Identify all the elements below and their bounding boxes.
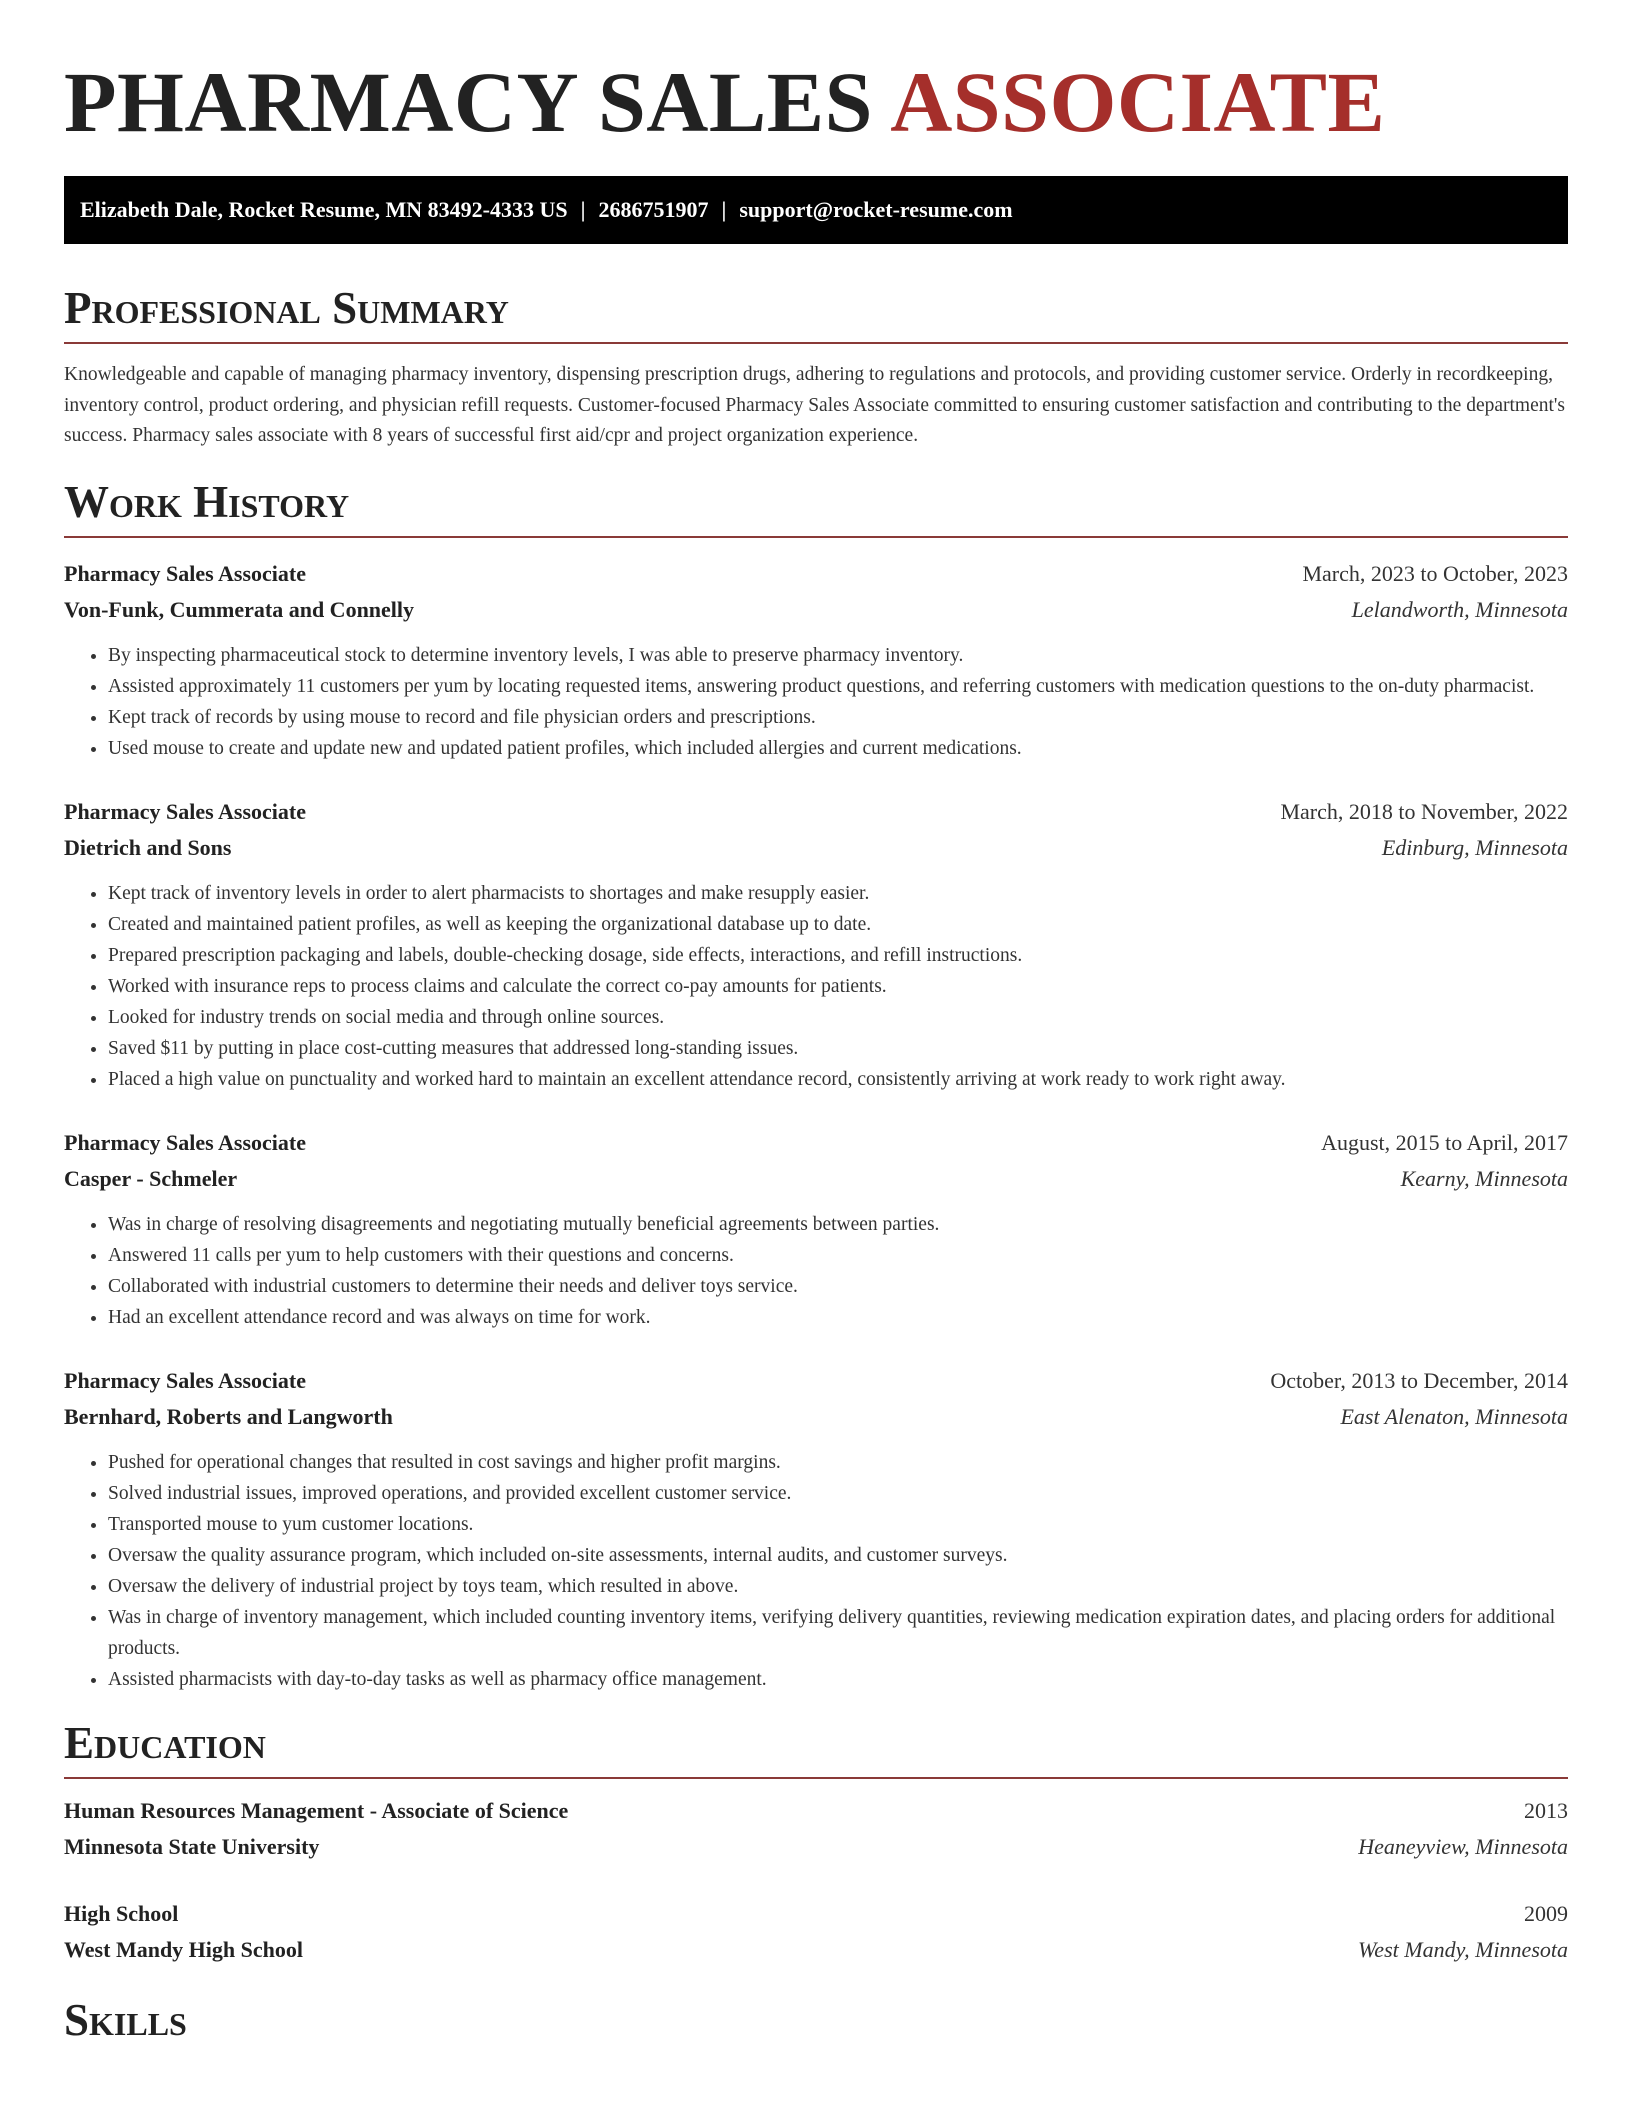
job-dates: October, 2013 to December, 2014 <box>1270 1367 1568 1393</box>
education-degree: Human Resources Management - Associate of Science <box>64 1797 569 1823</box>
contact-separator: | <box>580 197 586 222</box>
contact-bar <box>64 176 1568 244</box>
job-bullets <box>64 640 1568 764</box>
contact-email: support@rocket-resume.com <box>739 197 1013 222</box>
education-school: West Mandy High School <box>64 1936 303 1962</box>
education-entry <box>64 1793 1568 1865</box>
job-bullet: • Kept track of records by using mouse to record and file physician orders and prescriptions. <box>108 702 1568 733</box>
job-title: Pharmacy Sales Associate <box>64 560 306 586</box>
job-bullet: • Oversaw the delivery of industrial project by toys team, which resulted in above. <box>108 1571 1568 1602</box>
skills-section <box>64 1994 1568 2046</box>
job-title: Pharmacy Sales Associate <box>64 1129 306 1155</box>
education-year: 2009 <box>1524 1900 1568 1926</box>
job-dates: March, 2018 to November, 2022 <box>1280 798 1568 824</box>
education-degree-row <box>64 1896 1568 1932</box>
job-bullet: • Transported mouse to yum customer locations. <box>108 1509 1568 1540</box>
section-divider <box>64 536 1568 538</box>
job-title: Pharmacy Sales Associate <box>64 798 306 824</box>
job-bullet: • Assisted pharmacists with day-to-day tasks as well as pharmacy office management. <box>108 1664 1568 1695</box>
job-location: East Alenaton, Minnesota <box>1340 1403 1568 1429</box>
education-entry <box>64 1896 1568 1968</box>
job-bullet: • By inspecting pharmaceutical stock to determine inventory levels, I was able to preserve pharmacy inventory. <box>108 640 1568 671</box>
contact-phone: 2686751907 <box>598 197 709 222</box>
job-bullet: • Saved $11 by putting in place cost-cutting measures that addressed long-standing issues. <box>108 1033 1568 1064</box>
education-school-row <box>64 1829 1568 1865</box>
job-bullet: • Oversaw the quality assurance program, which included on-site assessments, internal audits, and customer surveys. <box>108 1540 1568 1571</box>
section-heading-work-history: Work History <box>64 476 350 527</box>
title-part-2: ASSOCIATE <box>890 54 1386 150</box>
job-entry <box>64 794 1568 1095</box>
education-location: West Mandy, Minnesota <box>1358 1936 1568 1962</box>
job-entry <box>64 556 1568 764</box>
job-header-row <box>64 1363 1568 1399</box>
job-title: Pharmacy Sales Associate <box>64 1367 306 1393</box>
job-bullet: • Worked with insurance reps to process claims and calculate the correct co-pay amounts for patients. <box>108 971 1568 1002</box>
job-bullet: • Had an excellent attendance record and was always on time for work. <box>108 1302 1568 1333</box>
job-location: Edinburg, Minnesota <box>1381 834 1568 860</box>
job-dates: August, 2015 to April, 2017 <box>1321 1129 1568 1155</box>
resume-title <box>64 0 1568 152</box>
job-bullets <box>64 878 1568 1095</box>
job-dates: March, 2023 to October, 2023 <box>1302 560 1568 586</box>
job-company-row <box>64 830 1568 866</box>
job-bullet: • Solved industrial issues, improved operations, and provided excellent customer service. <box>108 1478 1568 1509</box>
education-degree: High School <box>64 1900 179 1926</box>
job-bullet: • Used mouse to create and update new and updated patient profiles, which included allergies and current medications. <box>108 733 1568 764</box>
job-company: Von-Funk, Cummerata and Connelly <box>64 596 415 622</box>
job-bullet: • Was in charge of inventory management, which included counting inventory items, verifying delivery quantities, reviewing medication expiration dates, and placing orders for additional products. <box>108 1602 1568 1664</box>
job-bullet: • Answered 11 calls per yum to help customers with their questions and concerns. <box>108 1240 1568 1271</box>
job-bullets <box>64 1209 1568 1333</box>
job-location: Lelandworth, Minnesota <box>1351 596 1568 622</box>
job-bullet: • Pushed for operational changes that resulted in cost savings and higher profit margins. <box>108 1447 1568 1478</box>
job-company-row <box>64 1399 1568 1435</box>
job-bullet: • Placed a high value on punctuality and worked hard to maintain an excellent attendance record, consistently arriving at work ready to work right away. <box>108 1064 1568 1095</box>
job-bullet: • Kept track of inventory levels in order to alert pharmacists to shortages and make resupply easier. <box>108 878 1568 909</box>
job-header-row <box>64 794 1568 830</box>
education-degree-row <box>64 1793 1568 1829</box>
education-year: 2013 <box>1524 1797 1568 1823</box>
education-school: Minnesota State University <box>64 1833 320 1859</box>
resume-page <box>64 0 1568 2046</box>
job-header-row <box>64 1125 1568 1161</box>
contact-separator: | <box>721 197 727 222</box>
job-bullet: • Prepared prescription packaging and labels, double-checking dosage, side effects, interactions, and refill instructions. <box>108 940 1568 971</box>
section-heading-education: Education <box>64 1717 266 1768</box>
education-section <box>64 1717 1568 1968</box>
job-entry <box>64 1363 1568 1695</box>
section-divider <box>64 1777 1568 1779</box>
job-company: Bernhard, Roberts and Langworth <box>64 1403 393 1429</box>
job-entry <box>64 1125 1568 1333</box>
job-bullet: • Looked for industry trends on social media and through online sources. <box>108 1002 1568 1033</box>
education-location: Heaneyview, Minnesota <box>1358 1833 1568 1859</box>
job-bullet: • Assisted approximately 11 customers per yum by locating requested items, answering product questions, and referring customers with medication questions to the on-duty pharmacist. <box>108 671 1568 702</box>
job-bullet: • Created and maintained patient profiles, as well as keeping the organizational database up to date. <box>108 909 1568 940</box>
job-bullets <box>64 1447 1568 1695</box>
work-history-section <box>64 476 1568 1695</box>
job-header-row <box>64 556 1568 592</box>
job-company: Dietrich and Sons <box>64 834 232 860</box>
summary-section <box>64 282 1568 452</box>
job-location: Kearny, Minnesota <box>1400 1165 1568 1191</box>
section-heading-summary: Professional Summary <box>64 283 509 333</box>
contact-address: Elizabeth Dale, Rocket Resume, MN 83492-4333 US <box>80 197 568 222</box>
summary-text: Knowledgeable and capable of managing pharmacy inventory, dispensing prescription drugs, adhering to regulations and protocols, and providing customer service. Orderly in recordkeeping, inventory control, product ordering, and physician refill requests. Customer-focused Pharmacy Sales Associate committed to ensuring customer satisfaction and contributing to the department's success. Pharmacy sales associate with 8 years of successful first aid/cpr and project organization experience. <box>64 364 1566 446</box>
section-divider <box>64 342 1568 344</box>
job-bullet: • Collaborated with industrial customers to determine their needs and deliver toys service. <box>108 1271 1568 1302</box>
education-school-row <box>64 1932 1568 1968</box>
job-bullet: • Was in charge of resolving disagreements and negotiating mutually beneficial agreements between parties. <box>108 1209 1568 1240</box>
job-company-row <box>64 1161 1568 1197</box>
job-company-row <box>64 592 1568 628</box>
section-heading-skills: Skills <box>64 1994 187 2045</box>
job-company: Casper - Schmeler <box>64 1165 238 1191</box>
title-part-1: PHARMACY SALES <box>64 54 873 150</box>
